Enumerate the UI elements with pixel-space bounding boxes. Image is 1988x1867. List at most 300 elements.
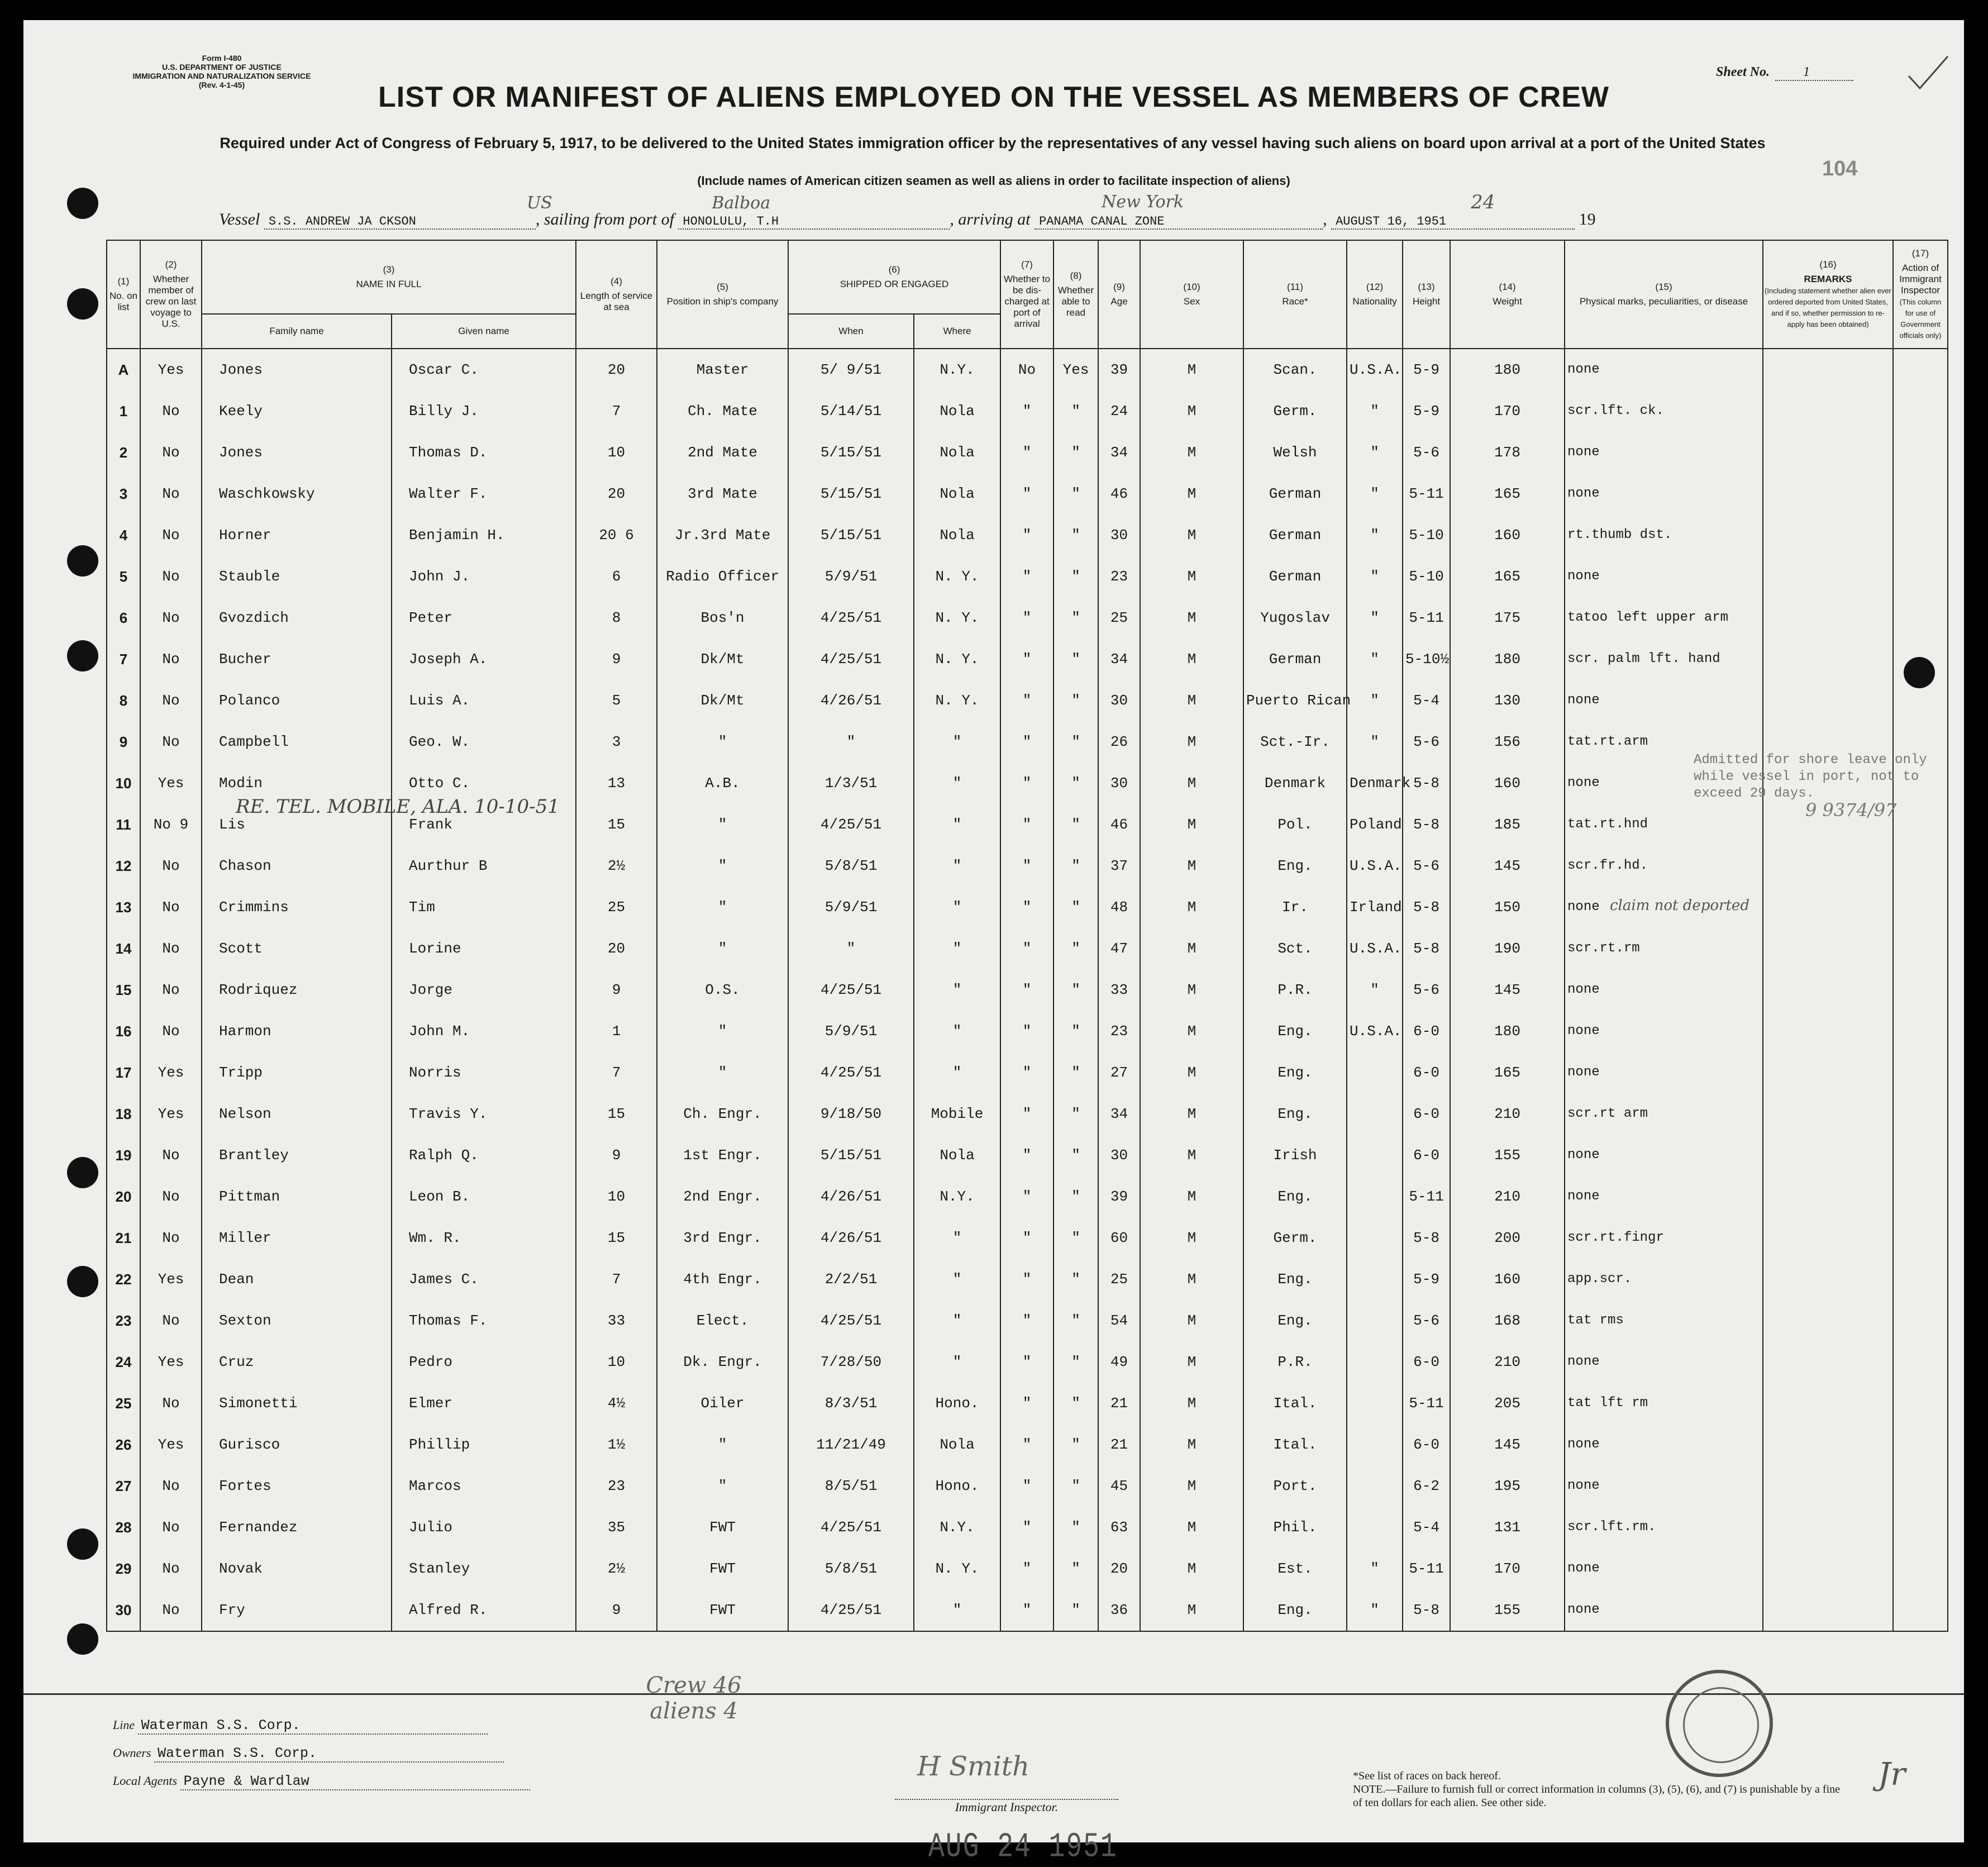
cell-marks: scr.rt.rm — [1565, 928, 1763, 969]
cell-disch: " — [1000, 515, 1053, 556]
cell-no: 7 — [107, 639, 140, 680]
cell-marks: none — [1565, 1465, 1763, 1507]
cell-when: 9/18/50 — [788, 1093, 914, 1135]
cell-height: 5-11 — [1403, 597, 1450, 639]
cell-age: 23 — [1098, 1011, 1140, 1052]
agents-label: Local Agents — [113, 1774, 178, 1788]
cell-read: " — [1053, 1052, 1098, 1093]
cell-last: No — [140, 1217, 202, 1259]
cell-race: Eng. — [1243, 1011, 1347, 1052]
cell-age: 37 — [1098, 845, 1140, 887]
cell-empty — [1893, 1217, 1948, 1259]
cell-service: 1½ — [576, 1424, 657, 1465]
cell-given: Geo. W. — [392, 721, 576, 763]
cell-marks: tat.rt.hnd — [1565, 804, 1763, 845]
cell-position: 3rd Mate — [657, 473, 788, 515]
cell-no: 1 — [107, 390, 140, 432]
cell-height: 5-10½ — [1403, 639, 1450, 680]
cell-no: 18 — [107, 1093, 140, 1135]
cell-given: Billy J. — [392, 390, 576, 432]
cell-nat: " — [1347, 680, 1403, 721]
cell-no: 26 — [107, 1424, 140, 1465]
cell-height: 5-6 — [1403, 432, 1450, 473]
port-value: HONOLULU, T.H — [683, 215, 779, 228]
cell-weight: 205 — [1450, 1383, 1565, 1424]
col-header-position: (5) Position in ship's company — [657, 240, 788, 349]
cell-race: Eng. — [1243, 1052, 1347, 1093]
cell-empty — [1893, 1548, 1948, 1589]
cell-service: 2½ — [576, 845, 657, 887]
cell-disch: " — [1000, 680, 1053, 721]
cell-when: 4/26/51 — [788, 680, 914, 721]
cell-disch: " — [1000, 597, 1053, 639]
cell-empty — [1893, 1300, 1948, 1341]
cell-empty — [1893, 1465, 1948, 1507]
cell-marks: tatoo left upper arm — [1565, 597, 1763, 639]
cell-race: Eng. — [1243, 1093, 1347, 1135]
cell-height: 5-11 — [1403, 1383, 1450, 1424]
cell-where: " — [914, 887, 1000, 928]
cell-family: Nelson — [202, 1093, 392, 1135]
table-row — [107, 1093, 1948, 1135]
cell-last: No 9 — [140, 804, 202, 845]
cell-given: Thomas D. — [392, 432, 576, 473]
cell-service: 6 — [576, 556, 657, 597]
col-header-family: Family name — [202, 314, 392, 349]
cell-weight: 180 — [1450, 349, 1565, 390]
form-service: IMMIGRATION AND NATURALIZATION SERVICE — [132, 72, 311, 80]
owners-field — [113, 1745, 504, 1763]
punch-hole — [67, 288, 98, 320]
cell-weight: 145 — [1450, 969, 1565, 1011]
cell-given: Norris — [392, 1052, 576, 1093]
cell-no: 10 — [107, 763, 140, 804]
cell-last: No — [140, 1548, 202, 1589]
cell-race: Scan. — [1243, 349, 1347, 390]
cell-no: 12 — [107, 845, 140, 887]
cell-service: 25 — [576, 887, 657, 928]
cell-nat: Denmark — [1347, 763, 1403, 804]
cell-age: 20 — [1098, 1548, 1140, 1589]
arriving-field — [1034, 192, 1323, 230]
vessel-label: Vessel — [219, 210, 260, 228]
cell-empty — [1763, 1383, 1893, 1424]
table-row — [107, 1217, 1948, 1259]
cell-read: " — [1053, 845, 1098, 887]
col-header-last-voyage: (2) Whether member of crew on last voyage to U.S. — [140, 240, 202, 349]
cell-age: 47 — [1098, 928, 1140, 969]
cell-empty — [1893, 639, 1948, 680]
cell-service: 9 — [576, 1589, 657, 1631]
cell-nat — [1347, 1259, 1403, 1300]
cell-family: Pittman — [202, 1176, 392, 1217]
cell-empty — [1763, 680, 1893, 721]
cell-where: " — [914, 804, 1000, 845]
cell-where: " — [914, 969, 1000, 1011]
cell-service: 33 — [576, 1300, 657, 1341]
cell-marks: none — [1565, 887, 1763, 928]
cell-sex: M — [1140, 969, 1243, 1011]
cell-read: " — [1053, 1093, 1098, 1135]
cell-read: " — [1053, 473, 1098, 515]
cell-empty — [1763, 1341, 1893, 1383]
table-row — [107, 969, 1948, 1011]
form-revision: (Rev. 4-1-45) — [198, 80, 245, 89]
cell-where: " — [914, 763, 1000, 804]
cell-position: " — [657, 845, 788, 887]
table-row — [107, 1052, 1948, 1093]
cell-last: No — [140, 680, 202, 721]
table-row — [107, 1135, 1948, 1176]
cell-position: " — [657, 1424, 788, 1465]
cell-empty — [1763, 1507, 1893, 1548]
col-header-height: (13) Height — [1403, 240, 1450, 349]
cell-age: 49 — [1098, 1341, 1140, 1383]
cell-race: Ir. — [1243, 887, 1347, 928]
cell-service: 20 6 — [576, 515, 657, 556]
crew-table — [106, 240, 1948, 1632]
cell-disch: " — [1000, 887, 1053, 928]
cell-weight: 155 — [1450, 1589, 1565, 1631]
cell-sex: M — [1140, 1507, 1243, 1548]
cell-height: 5-4 — [1403, 1507, 1450, 1548]
cell-age: 39 — [1098, 1176, 1140, 1217]
punch-hole — [67, 640, 98, 671]
cell-position: Dk/Mt — [657, 680, 788, 721]
cell-sex: M — [1140, 1176, 1243, 1217]
cell-no: 16 — [107, 1011, 140, 1052]
cell-disch: " — [1000, 804, 1053, 845]
cell-disch: " — [1000, 1341, 1053, 1383]
cell-given: Aurthur B — [392, 845, 576, 887]
cell-empty — [1893, 390, 1948, 432]
cell-when: 4/26/51 — [788, 1176, 914, 1217]
cell-given: Marcos — [392, 1465, 576, 1507]
cell-race: German — [1243, 515, 1347, 556]
cell-weight: 160 — [1450, 763, 1565, 804]
cell-empty — [1893, 969, 1948, 1011]
cell-service: 9 — [576, 639, 657, 680]
cell-nat — [1347, 1507, 1403, 1548]
cell-where: Nola — [914, 1135, 1000, 1176]
cell-position: " — [657, 1052, 788, 1093]
cell-position: Oiler — [657, 1383, 788, 1424]
sheet-label: Sheet No. — [1716, 65, 1770, 79]
table-row — [107, 597, 1948, 639]
cell-service: 2½ — [576, 1548, 657, 1589]
cell-empty — [1763, 1052, 1893, 1093]
manifest-sheet — [23, 20, 1964, 1867]
cell-height: 5-6 — [1403, 721, 1450, 763]
cell-family: Stauble — [202, 556, 392, 597]
header-row — [107, 240, 1948, 314]
cell-empty — [1893, 432, 1948, 473]
cell-sex: M — [1140, 1093, 1243, 1135]
form-department: U.S. DEPARTMENT OF JUSTICE — [162, 63, 282, 72]
cell-no: 21 — [107, 1217, 140, 1259]
cell-nat: " — [1347, 556, 1403, 597]
cell-weight: 180 — [1450, 639, 1565, 680]
cell-last: No — [140, 1589, 202, 1631]
cell-marks: tat.rt.arm — [1565, 721, 1763, 763]
cell-last: No — [140, 969, 202, 1011]
cell-no: 20 — [107, 1176, 140, 1217]
cell-where: Nola — [914, 1424, 1000, 1465]
cell-family: Novak — [202, 1548, 392, 1589]
cell-weight: 131 — [1450, 1507, 1565, 1548]
cell-empty — [1763, 1424, 1893, 1465]
cell-sex: M — [1140, 1259, 1243, 1300]
cell-position: " — [657, 1465, 788, 1507]
cell-marks: rt.thumb dst. — [1565, 515, 1763, 556]
cell-no: 24 — [107, 1341, 140, 1383]
cell-age: 27 — [1098, 1052, 1140, 1093]
cell-disch: " — [1000, 473, 1053, 515]
col-header-marks: (15) Physical marks, peculiarities, or disease — [1565, 240, 1763, 349]
cell-family: Fernandez — [202, 1507, 392, 1548]
cell-read: Yes — [1053, 349, 1098, 390]
line-label: Line — [113, 1718, 135, 1732]
cell-nat: U.S.A. — [1347, 928, 1403, 969]
cell-last: No — [140, 390, 202, 432]
cell-age: 45 — [1098, 1465, 1140, 1507]
cell-when: 5/14/51 — [788, 390, 914, 432]
cell-given: Julio — [392, 1507, 576, 1548]
cell-empty — [1763, 969, 1893, 1011]
cell-height: 6-0 — [1403, 1052, 1450, 1093]
cell-where: " — [914, 1341, 1000, 1383]
cell-position: 3rd Engr. — [657, 1217, 788, 1259]
cell-where: N. Y. — [914, 639, 1000, 680]
cell-weight: 160 — [1450, 1259, 1565, 1300]
cell-service: 3 — [576, 721, 657, 763]
cell-last: No — [140, 845, 202, 887]
punch-hole — [67, 1266, 98, 1297]
cell-sex: M — [1140, 928, 1243, 969]
inspector-label: Immigrant Inspector. — [895, 1799, 1118, 1814]
cell-age: 24 — [1098, 390, 1140, 432]
cell-sex: M — [1140, 1589, 1243, 1631]
cell-race: Puerto Rican — [1243, 680, 1347, 721]
cell-when: 11/21/49 — [788, 1424, 914, 1465]
cell-height: 6-0 — [1403, 1011, 1450, 1052]
line-value: Waterman S.S. Corp. — [138, 1717, 488, 1735]
cell-family: Sexton — [202, 1300, 392, 1341]
cell-given: Lorine — [392, 928, 576, 969]
cell-disch: " — [1000, 556, 1053, 597]
cell-last: No — [140, 1383, 202, 1424]
cell-where: " — [914, 845, 1000, 887]
cell-where: N.Y. — [914, 349, 1000, 390]
cell-weight: 210 — [1450, 1176, 1565, 1217]
cell-disch: " — [1000, 1424, 1053, 1465]
cell-sex: M — [1140, 1135, 1243, 1176]
cell-where: " — [914, 1052, 1000, 1093]
cell-where: N. Y. — [914, 1548, 1000, 1589]
cell-last: No — [140, 515, 202, 556]
cell-position: Ch. Engr. — [657, 1093, 788, 1135]
cell-empty — [1763, 928, 1893, 969]
cell-disch: " — [1000, 432, 1053, 473]
cell-weight: 195 — [1450, 1465, 1565, 1507]
cell-family: Cruz — [202, 1341, 392, 1383]
cell-weight: 170 — [1450, 1548, 1565, 1589]
cell-read: " — [1053, 804, 1098, 845]
cell-race: Denmark — [1243, 763, 1347, 804]
cell-empty — [1893, 473, 1948, 515]
cell-given: Elmer — [392, 1383, 576, 1424]
crew-count-note: Crew 46 aliens 4 — [646, 1673, 742, 1724]
vessel-field — [264, 193, 552, 230]
cell-position: " — [657, 721, 788, 763]
cell-service: 20 — [576, 349, 657, 390]
cell-height: 5-4 — [1403, 680, 1450, 721]
cell-sex: M — [1140, 473, 1243, 515]
cell-marks: none — [1565, 1052, 1763, 1093]
cell-when: 5/9/51 — [788, 887, 914, 928]
cell-given: John M. — [392, 1011, 576, 1052]
punch-hole — [67, 545, 98, 577]
table-row — [107, 390, 1948, 432]
cell-empty — [1893, 515, 1948, 556]
cell-family: Simonetti — [202, 1383, 392, 1424]
cell-family: Jones — [202, 349, 392, 390]
cell-read: " — [1053, 556, 1098, 597]
cell-where: N.Y. — [914, 1176, 1000, 1217]
cell-where: Mobile — [914, 1093, 1000, 1135]
cell-age: 46 — [1098, 473, 1140, 515]
cell-marks: scr.lft. ck. — [1565, 390, 1763, 432]
cell-no: 15 — [107, 969, 140, 1011]
cell-weight: 165 — [1450, 473, 1565, 515]
cell-height: 5-11 — [1403, 1548, 1450, 1589]
table-row — [107, 1589, 1948, 1631]
cell-empty — [1763, 515, 1893, 556]
cell-no: 2 — [107, 432, 140, 473]
cell-sex: M — [1140, 515, 1243, 556]
cell-nat: " — [1347, 432, 1403, 473]
col-header-age: (9) Age — [1098, 240, 1140, 349]
cell-disch: " — [1000, 1011, 1053, 1052]
cell-where: Nola — [914, 432, 1000, 473]
owners-label: Owners — [113, 1746, 151, 1760]
cell-age: 39 — [1098, 349, 1140, 390]
cell-nat — [1347, 1052, 1403, 1093]
cell-position: FWT — [657, 1589, 788, 1631]
cell-empty — [1893, 1259, 1948, 1300]
cell-height: 5-9 — [1403, 1259, 1450, 1300]
cell-disch: " — [1000, 1507, 1053, 1548]
cell-sex: M — [1140, 763, 1243, 804]
cell-marks: app.scr. — [1565, 1259, 1763, 1300]
cell-service: 15 — [576, 1093, 657, 1135]
cell-nat: " — [1347, 597, 1403, 639]
cell-empty — [1763, 432, 1893, 473]
cell-weight: 170 — [1450, 390, 1565, 432]
cell-where: " — [914, 1300, 1000, 1341]
cell-weight: 145 — [1450, 1424, 1565, 1465]
table-row — [107, 1176, 1948, 1217]
cell-family: Crimmins — [202, 887, 392, 928]
cell-family: Chason — [202, 845, 392, 887]
cell-empty — [1893, 1589, 1948, 1631]
cell-empty — [1893, 1341, 1948, 1383]
cell-given: Thomas F. — [392, 1300, 576, 1341]
cell-nat: " — [1347, 515, 1403, 556]
cell-given: Wm. R. — [392, 1217, 576, 1259]
cell-height: 5-8 — [1403, 763, 1450, 804]
cell-race: Germ. — [1243, 390, 1347, 432]
cell-empty — [1893, 1052, 1948, 1093]
cell-family: Bucher — [202, 639, 392, 680]
cell-read: " — [1053, 1383, 1098, 1424]
punch-hole — [67, 1623, 98, 1655]
footer-note-races: *See list of races on back hereof. — [1353, 1770, 1501, 1782]
table-row — [107, 1300, 1948, 1341]
cell-when: 5/15/51 — [788, 432, 914, 473]
cell-empty — [1893, 1383, 1948, 1424]
cell-race: Phil. — [1243, 1507, 1347, 1548]
table-row — [107, 556, 1948, 597]
cell-when: 5/9/51 — [788, 556, 914, 597]
cell-weight: 165 — [1450, 556, 1565, 597]
cell-last: No — [140, 887, 202, 928]
cell-no: 19 — [107, 1135, 140, 1176]
cell-sex: M — [1140, 1011, 1243, 1052]
year-label: 19 — [1579, 210, 1596, 228]
cell-read: " — [1053, 1589, 1098, 1631]
cell-race: Eng. — [1243, 1300, 1347, 1341]
initials: Jr — [1878, 1756, 1906, 1793]
cell-read: " — [1053, 763, 1098, 804]
cell-disch: " — [1000, 969, 1053, 1011]
cell-service: 8 — [576, 597, 657, 639]
cell-race: Ital. — [1243, 1424, 1347, 1465]
cell-read: " — [1053, 597, 1098, 639]
cell-nat: " — [1347, 639, 1403, 680]
cell-when: 5/15/51 — [788, 1135, 914, 1176]
cell-empty — [1763, 639, 1893, 680]
cell-when: 5/8/51 — [788, 1548, 914, 1589]
cell-empty — [1893, 928, 1948, 969]
cell-empty — [1893, 1507, 1948, 1548]
col-header-read: (8) Whether able to read — [1053, 240, 1098, 349]
cell-family: Lis — [202, 804, 392, 845]
cell-sex: M — [1140, 349, 1243, 390]
cell-no: 4 — [107, 515, 140, 556]
cell-family: Jones — [202, 432, 392, 473]
page-subtitle: Required under Act of Congress of February 5, 1917, to be delivered to the United States immigration officer by the representatives of any vessel having such aliens on board upon arrival at a port of the United States — [220, 135, 1766, 151]
page-subnote: (Include names of American citizen seamen as well as aliens in order to facilitate inspection of aliens) — [697, 174, 1290, 188]
punch-hole — [67, 188, 98, 219]
cell-read: " — [1053, 887, 1098, 928]
cell-position: " — [657, 804, 788, 845]
cell-disch: " — [1000, 1135, 1053, 1176]
table-row — [107, 349, 1948, 390]
cell-last: Yes — [140, 349, 202, 390]
table-row — [107, 1011, 1948, 1052]
cell-height: 5-11 — [1403, 473, 1450, 515]
cell-no: 29 — [107, 1548, 140, 1589]
cell-marks: none — [1565, 1341, 1763, 1383]
cell-weight: 200 — [1450, 1217, 1565, 1259]
cell-when: 4/25/51 — [788, 969, 914, 1011]
cell-position: 2nd Engr. — [657, 1176, 788, 1217]
cell-read: " — [1053, 1424, 1098, 1465]
cell-empty — [1763, 1465, 1893, 1507]
cell-when: 4/25/51 — [788, 597, 914, 639]
cell-where: " — [914, 928, 1000, 969]
